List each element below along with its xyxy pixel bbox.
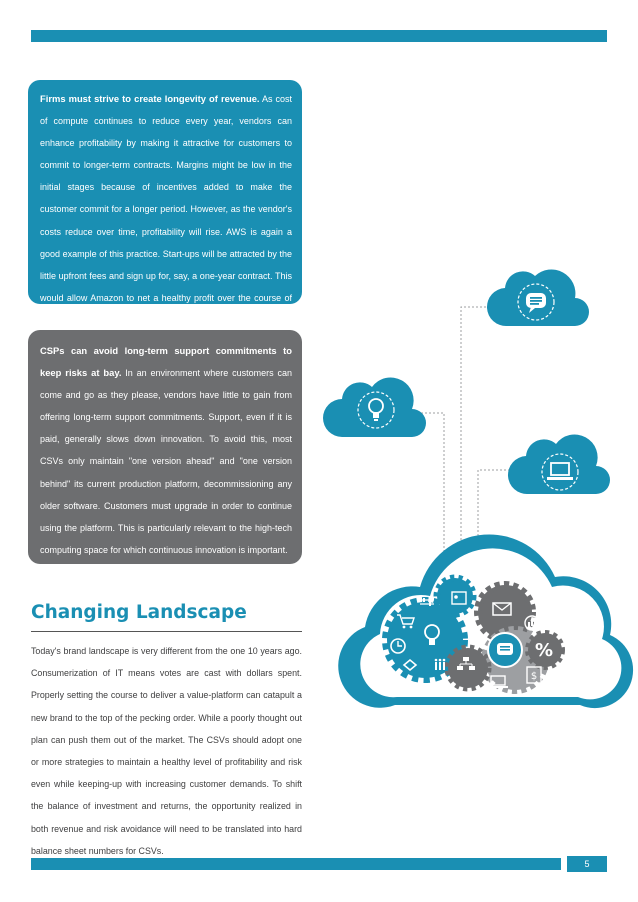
cloud-lightbulb (323, 377, 426, 437)
section-body: Today's brand landscape is very different from the one 10 years ago. Consumerization of IT means votes are cast with dollars spent. Properly setting the course to deliver a value-platform can catapult a new brand to the top of the pecking order. While a poorly thought out plan can push them out of the market. The CSVs should adopt one or more strategies to maintain a healthy level of profitability and risk even while keeping-up with increasing customer demands. To shift the balance of investment and returns, the opportunity realized in both revenue and risk avoidance will need to be translated into hard balance sheet numbers for CSVs. (31, 646, 302, 856)
gear-icon (478, 585, 532, 639)
callout-lead: Firms must strive to create longevity of revenue. (40, 93, 260, 104)
callout-body: In an environment where customers can come and go as they please, vendors have little to gain from offering long-term support commitments. Support, even if it is paid, generally slows down innovation. To avoid this, most CSVs only maintain "one version ahead" and "one version behind" its current production platform, decommissioning any older software. Customers must upgrade in order to continue using the platform. This is particularly relevant to the high-tech computing space for which continuous innovation is important. (40, 368, 292, 555)
percent-icon (535, 640, 553, 661)
chat-bubble-icon (497, 643, 513, 655)
callout-lead: CSPs can avoid long-term support commitments to keep risks at bay. (40, 345, 292, 379)
connector-lines (421, 307, 522, 560)
page-number: 5 (567, 856, 607, 872)
cloud-chat (487, 269, 589, 326)
gear-icon (448, 648, 488, 688)
svg-text:$: $ (530, 671, 538, 682)
bottom-bar (31, 858, 561, 870)
people-icon (435, 659, 446, 670)
section-heading: Changing Landscape (31, 602, 247, 623)
cloud-laptop (508, 434, 610, 494)
callout-body: As cost of compute continues to reduce every year, vendors can enhance profitability by making it attractive for customers to commit to longer-term contracts. Margins might be low in the initial stages because of incentives added to make the customer commit for a longer period. However, as the vendor's costs reduce over time, profitability will rise. AWS is again a good example of this practice. Start-ups will be attracted by the little upfront fees and sign up for, say, a one-year contract. This would allow Amazon to net a healthy profit over the course of the contract. (40, 94, 293, 325)
svg-text:%: % (534, 640, 554, 661)
